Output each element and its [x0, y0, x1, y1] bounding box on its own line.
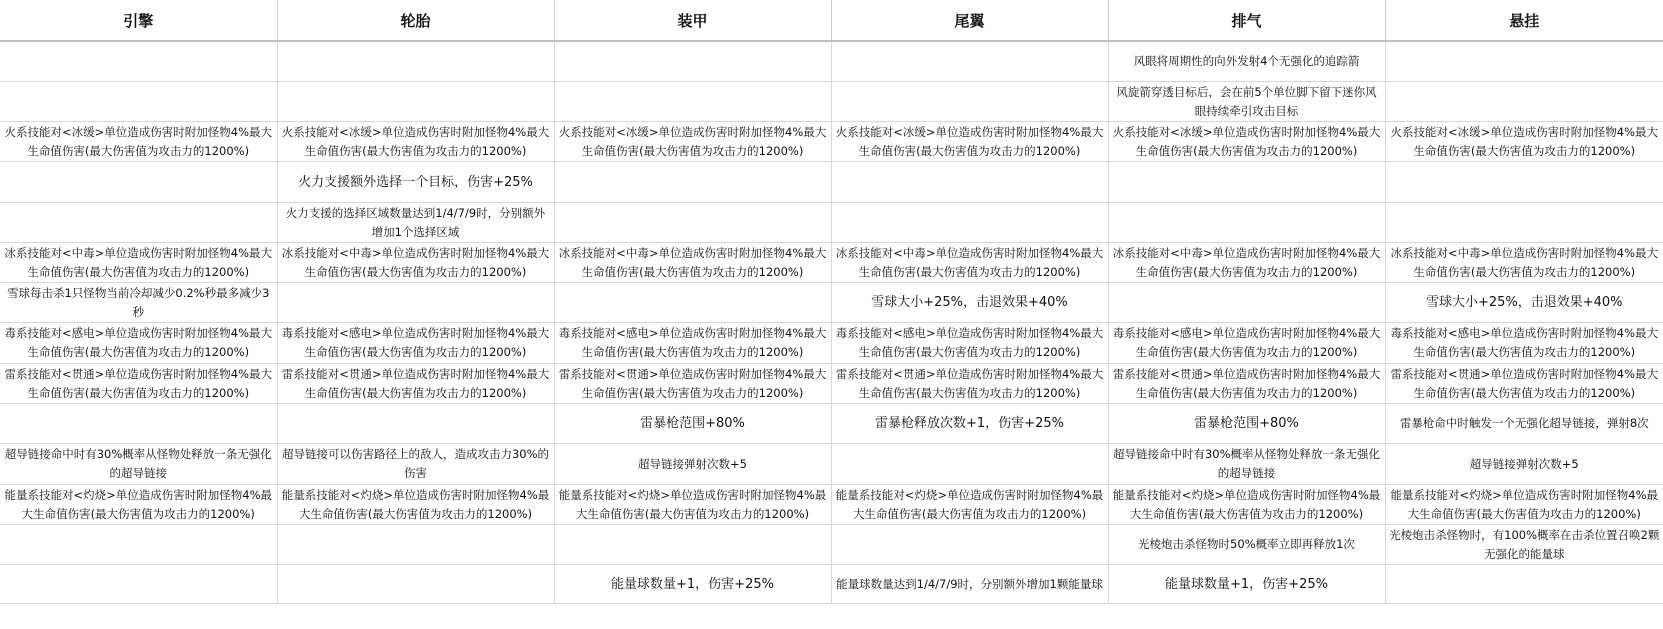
table-cell [831, 444, 1108, 485]
table-cell: 能量系技能对<灼烧>单位造成伤害时附加怪物4%最大生命值伤害(最大伤害值为攻击力的1200%) [277, 485, 554, 525]
header-row [0, 0, 1663, 41]
table-cell: 冰系技能对<中毒>单位造成伤害时附加怪物4%最大生命值伤害(最大伤害值为攻击力的1200%) [277, 243, 554, 283]
table-cell: 能量系技能对<灼烧>单位造成伤害时附加怪物4%最大生命值伤害(最大伤害值为攻击力的1200%) [0, 485, 277, 525]
table-cell: 雷暴枪范围+80% [1108, 404, 1385, 444]
table-cell [554, 162, 831, 203]
table-row [0, 203, 1663, 243]
table-cell: 超导链接可以伤害路径上的敌人，造成攻击力30%的伤害 [277, 444, 554, 485]
table-cell: 火系技能对<冰缓>单位造成伤害时附加怪物4%最大生命值伤害(最大伤害值为攻击力的1200%) [831, 122, 1108, 162]
table-cell [0, 82, 277, 122]
table-cell: 能量系技能对<灼烧>单位造成伤害时附加怪物4%最大生命值伤害(最大伤害值为攻击力的1200%) [1385, 485, 1663, 525]
table-cell [0, 404, 277, 444]
table-cell: 毒系技能对<感电>单位造成伤害时附加怪物4%最大生命值伤害(最大伤害值为攻击力的1200%) [1108, 323, 1385, 364]
table-cell: 雪球大小+25%，击退效果+40% [1385, 283, 1663, 323]
table-cell: 火力支援额外选择一个目标，伤害+25% [277, 162, 554, 203]
table-cell: 毒系技能对<感电>单位造成伤害时附加怪物4%最大生命值伤害(最大伤害值为攻击力的1200%) [1385, 323, 1663, 364]
table-cell [277, 41, 554, 82]
table-row [0, 444, 1663, 485]
table-cell: 冰系技能对<中毒>单位造成伤害时附加怪物4%最大生命值伤害(最大伤害值为攻击力的1200%) [0, 243, 277, 283]
table-cell [277, 404, 554, 444]
header-exhaust: 排气 [1108, 0, 1385, 41]
header-tire: 轮胎 [277, 0, 554, 41]
table-cell [277, 82, 554, 122]
table-cell: 火系技能对<冰缓>单位造成伤害时附加怪物4%最大生命值伤害(最大伤害值为攻击力的1200%) [1108, 122, 1385, 162]
table-cell: 能量球数量+1，伤害+25% [1108, 565, 1385, 604]
table-row [0, 485, 1663, 525]
table-cell [0, 565, 277, 604]
table-row [0, 565, 1663, 604]
table-cell: 雷系技能对<贯通>单位造成伤害时附加怪物4%最大生命值伤害(最大伤害值为攻击力的1200%) [1108, 364, 1385, 404]
table-cell: 超导链接命中时有30%概率从怪物处释放一条无强化的超导链接 [0, 444, 277, 485]
table-cell [0, 162, 277, 203]
table-cell [1108, 162, 1385, 203]
table-cell [0, 41, 277, 82]
table-cell [554, 283, 831, 323]
table-cell [1385, 565, 1663, 604]
table-cell: 火系技能对<冰缓>单位造成伤害时附加怪物4%最大生命值伤害(最大伤害值为攻击力的1200%) [554, 122, 831, 162]
table-cell: 雷暴枪释放次数+1，伤害+25% [831, 404, 1108, 444]
table-cell: 超导链接弹射次数+5 [554, 444, 831, 485]
table-cell [1385, 41, 1663, 82]
table-cell: 能量系技能对<灼烧>单位造成伤害时附加怪物4%最大生命值伤害(最大伤害值为攻击力的1200%) [1108, 485, 1385, 525]
table-cell: 超导链接命中时有30%概率从怪物处释放一条无强化的超导链接 [1108, 444, 1385, 485]
table-cell: 毒系技能对<感电>单位造成伤害时附加怪物4%最大生命值伤害(最大伤害值为攻击力的1200%) [277, 323, 554, 364]
header-engine: 引擎 [0, 0, 277, 41]
table-cell: 雷系技能对<贯通>单位造成伤害时附加怪物4%最大生命值伤害(最大伤害值为攻击力的1200%) [0, 364, 277, 404]
table-cell [1385, 203, 1663, 243]
table-cell: 雷系技能对<贯通>单位造成伤害时附加怪物4%最大生命值伤害(最大伤害值为攻击力的1200%) [831, 364, 1108, 404]
table-cell: 毒系技能对<感电>单位造成伤害时附加怪物4%最大生命值伤害(最大伤害值为攻击力的1200%) [831, 323, 1108, 364]
table-row [0, 323, 1663, 364]
table-cell [1108, 203, 1385, 243]
table-row [0, 41, 1663, 82]
table-row [0, 404, 1663, 444]
table-cell [554, 41, 831, 82]
table-cell [1385, 162, 1663, 203]
table-cell [554, 203, 831, 243]
table-cell [554, 82, 831, 122]
table-row [0, 525, 1663, 565]
table-cell: 雷系技能对<贯通>单位造成伤害时附加怪物4%最大生命值伤害(最大伤害值为攻击力的1200%) [554, 364, 831, 404]
table-cell: 雷暴枪命中时触发一个无强化超导链接，弹射8次 [1385, 404, 1663, 444]
table-cell: 火系技能对<冰缓>单位造成伤害时附加怪物4%最大生命值伤害(最大伤害值为攻击力的1200%) [1385, 122, 1663, 162]
table-row [0, 243, 1663, 283]
table-cell: 风眼将周期性的向外发射4个无强化的追踪箭 [1108, 41, 1385, 82]
header-armor: 装甲 [554, 0, 831, 41]
table-cell: 火力支援的选择区域数量达到1/4/7/9时，分别额外增加1个选择区域 [277, 203, 554, 243]
table-cell: 冰系技能对<中毒>单位造成伤害时附加怪物4%最大生命值伤害(最大伤害值为攻击力的1200%) [1385, 243, 1663, 283]
table-row [0, 162, 1663, 203]
table-cell: 火系技能对<冰缓>单位造成伤害时附加怪物4%最大生命值伤害(最大伤害值为攻击力的1200%) [0, 122, 277, 162]
table-cell: 能量球数量+1，伤害+25% [554, 565, 831, 604]
table-cell: 冰系技能对<中毒>单位造成伤害时附加怪物4%最大生命值伤害(最大伤害值为攻击力的1200%) [1108, 243, 1385, 283]
table-cell: 雷系技能对<贯通>单位造成伤害时附加怪物4%最大生命值伤害(最大伤害值为攻击力的1200%) [277, 364, 554, 404]
header-suspension: 悬挂 [1385, 0, 1663, 41]
table-cell: 能量系技能对<灼烧>单位造成伤害时附加怪物4%最大生命值伤害(最大伤害值为攻击力的1200%) [554, 485, 831, 525]
table-cell: 火系技能对<冰缓>单位造成伤害时附加怪物4%最大生命值伤害(最大伤害值为攻击力的1200%) [277, 122, 554, 162]
table-cell [554, 525, 831, 565]
table-cell [277, 525, 554, 565]
table-cell: 冰系技能对<中毒>单位造成伤害时附加怪物4%最大生命值伤害(最大伤害值为攻击力的1200%) [554, 243, 831, 283]
table-cell [277, 565, 554, 604]
table-cell: 毒系技能对<感电>单位造成伤害时附加怪物4%最大生命值伤害(最大伤害值为攻击力的1200%) [0, 323, 277, 364]
header-spoiler: 尾翼 [831, 0, 1108, 41]
table-cell: 光棱炮击杀怪物时50%概率立即再释放1次 [1108, 525, 1385, 565]
table-cell [831, 82, 1108, 122]
table-cell [831, 525, 1108, 565]
table-cell [1385, 82, 1663, 122]
table-cell: 超导链接弹射次数+5 [1385, 444, 1663, 485]
table-cell [277, 283, 554, 323]
table-cell [831, 203, 1108, 243]
table-row [0, 122, 1663, 162]
table-row [0, 82, 1663, 122]
table-cell: 冰系技能对<中毒>单位造成伤害时附加怪物4%最大生命值伤害(最大伤害值为攻击力的1200%) [831, 243, 1108, 283]
table-cell: 能量系技能对<灼烧>单位造成伤害时附加怪物4%最大生命值伤害(最大伤害值为攻击力的1200%) [831, 485, 1108, 525]
table-cell: 雪球大小+25%，击退效果+40% [831, 283, 1108, 323]
table-cell: 光棱炮击杀怪物时，有100%概率在击杀位置召唤2颗无强化的能量球 [1385, 525, 1663, 565]
table-row [0, 364, 1663, 404]
table-row [0, 283, 1663, 323]
table-cell [831, 162, 1108, 203]
table-cell: 雷系技能对<贯通>单位造成伤害时附加怪物4%最大生命值伤害(最大伤害值为攻击力的1200%) [1385, 364, 1663, 404]
table-cell: 雪球每击杀1只怪物当前冷却减少0.2%秒最多减少3秒 [0, 283, 277, 323]
table-cell: 毒系技能对<感电>单位造成伤害时附加怪物4%最大生命值伤害(最大伤害值为攻击力的1200%) [554, 323, 831, 364]
table-cell [0, 203, 277, 243]
table-cell [831, 41, 1108, 82]
table-cell: 雷暴枪范围+80% [554, 404, 831, 444]
table-cell [0, 525, 277, 565]
table-cell [1108, 283, 1385, 323]
table-cell: 风旋箭穿透目标后，会在前5个单位脚下留下迷你风眼持续牵引攻击目标 [1108, 82, 1385, 122]
table-cell: 能量球数量达到1/4/7/9时，分别额外增加1颗能量球 [831, 565, 1108, 604]
